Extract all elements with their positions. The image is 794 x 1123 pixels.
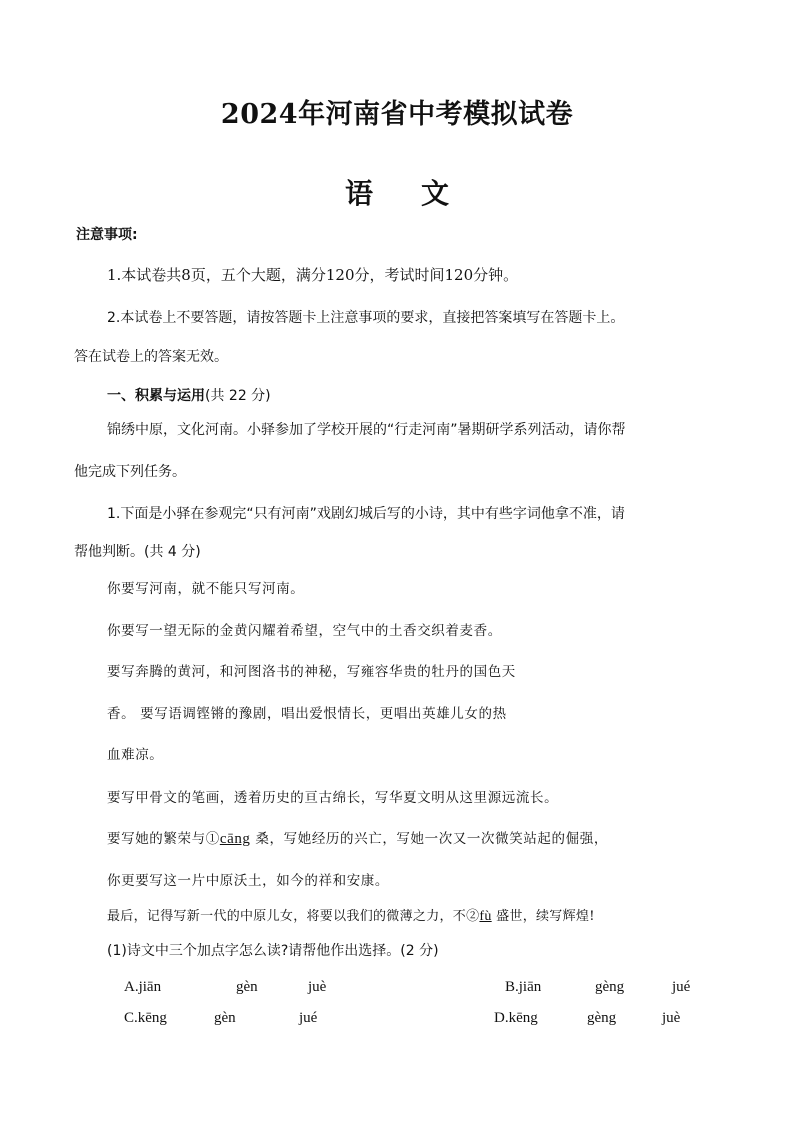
option-d-3: juè <box>662 1010 681 1026</box>
section-1-intro-line-1: 锦绣中原，文化河南。小驿参加了学校开展的“行走河南”暑期研学系列活动，请你帮 <box>107 422 626 438</box>
poem-line-4: 香。 要写语调铿锵的豫剧，唱出爱恨情长，更唱出英雄儿女的热 <box>107 706 507 722</box>
poem-line-7 <box>107 827 608 848</box>
poem-line-3: 要写奔腾的黄河，和河图洛书的神秘，写雍容华贵的牡丹的国色天 <box>107 664 516 680</box>
poem-line-7-start: 要写她的繁荣与① <box>107 831 220 847</box>
poem-line-7-end: 桑，写她经历的兴亡，写她一次又一次微笑站起的倔强， <box>250 831 608 847</box>
notice-item-2-line-1: 2.本试卷上不要答题，请按答题卡上注意事项的要求，直接把答案填写在答题卡上。 <box>107 310 625 326</box>
option-b-1: B.jiān <box>505 979 542 995</box>
poem-line-6: 要写甲骨文的笔画，透着历史的亘古绵长，写华夏文明从这里源远流长。 <box>107 790 559 806</box>
section-1-intro-line-2: 他完成下列任务。 <box>74 464 186 480</box>
option-b-2: gèng <box>595 979 625 995</box>
poem-line-9 <box>107 905 595 925</box>
poem-line-2: 你要写一望无际的金黄闪耀着希望，空气中的土香交织着麦香。 <box>107 623 502 639</box>
sub-question-1: (1)诗文中三个加点字怎么读?请帮他作出选择。(2 分) <box>107 943 439 959</box>
exam-title: 2024年河南省中考模拟试卷 <box>220 99 574 130</box>
section-1-heading <box>107 385 271 405</box>
subject-char-2: 文 <box>421 177 450 210</box>
poem-line-9-end: 盛世，续写辉煌! <box>491 909 595 924</box>
question-1-line-1: 1.下面是小驿在参观完“只有河南”戏剧幻城后写的小诗，其中有些字词他拿不准，请 <box>107 506 625 522</box>
poem-line-1: 你要写河南，就不能只写河南。 <box>107 581 305 597</box>
pinyin-blank-2: fù <box>479 909 492 924</box>
poem-line-8: 你更要写这一片中原沃土，如今的祥和安康。 <box>107 873 389 889</box>
section-1-heading-title: 一、积累与运用 <box>107 388 205 404</box>
question-1-line-2: 帮他判断。(共 4 分) <box>74 544 201 560</box>
poem-line-5: 血难凉。 <box>107 747 164 763</box>
subject-char-1: 语 <box>344 177 373 210</box>
option-a-2: gèn <box>236 979 258 995</box>
option-c-3: jué <box>299 1010 318 1026</box>
option-d-1: D.kēng <box>494 1010 538 1026</box>
subject-title <box>0 172 794 212</box>
option-c-2: gèn <box>214 1010 236 1026</box>
notice-heading: 注意事项: <box>76 227 138 243</box>
option-b-3: jué <box>672 979 691 995</box>
section-1-heading-score: (共 22 分) <box>205 388 271 404</box>
option-d-2: gèng <box>587 1010 617 1026</box>
notice-item-2-line-2: 答在试卷上的答案无效。 <box>74 349 228 365</box>
poem-line-9-start: 最后，记得写新一代的中原儿女，将要以我们的微薄之力，不② <box>107 909 480 924</box>
option-a-1: A.jiān <box>124 979 162 995</box>
option-a-3: juè <box>308 979 327 995</box>
pinyin-blank-1: cāng <box>219 831 251 847</box>
option-c-1: C.kēng <box>124 1010 167 1026</box>
notice-item-1: 1.本试卷共8页，五个大题，满分120分，考试时间120分钟。 <box>107 266 519 284</box>
